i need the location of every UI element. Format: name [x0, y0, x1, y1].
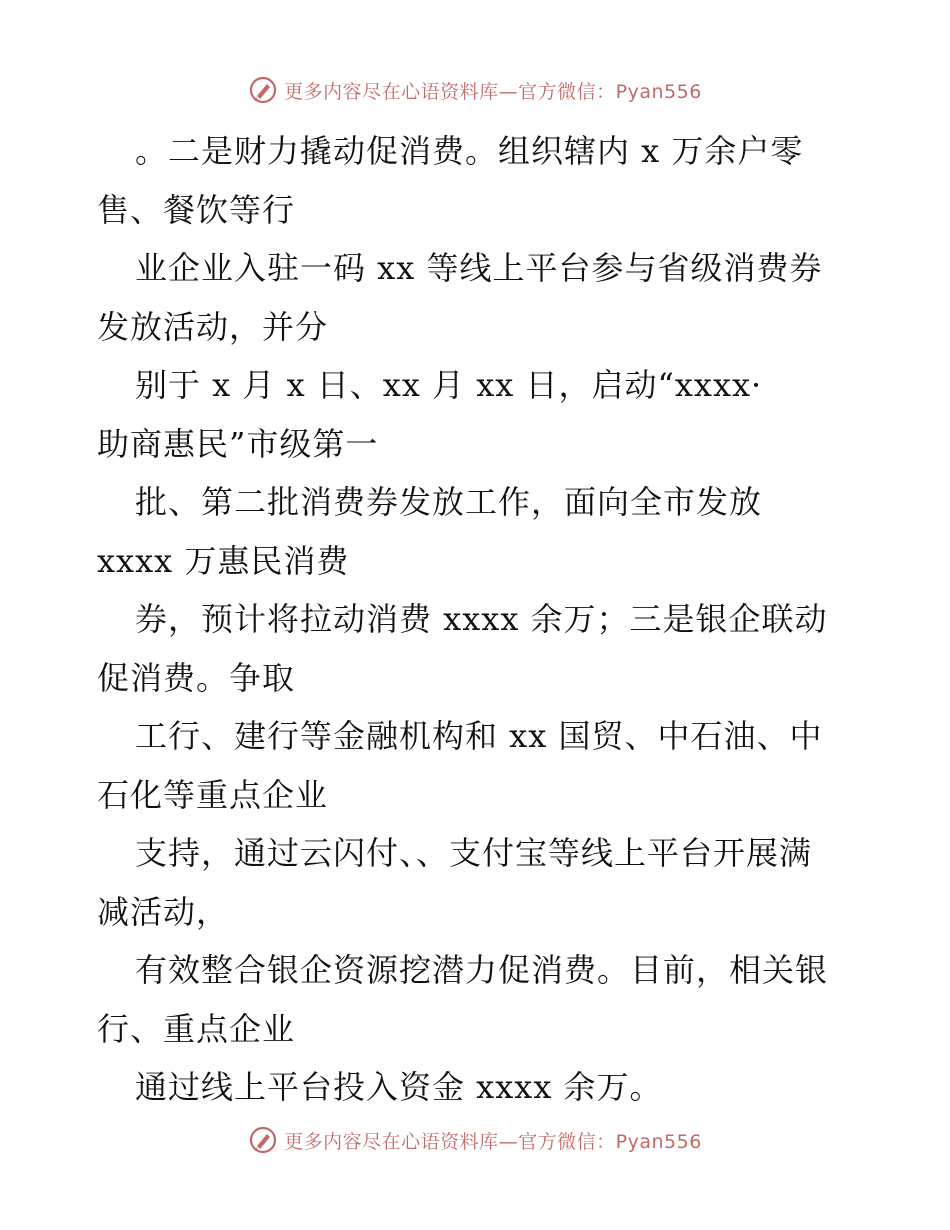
- paragraph-line: 发放活动，并分: [97, 307, 329, 346]
- paragraph-line: 业企业入驻一码 xx 等线上平台参与省级消费券: [135, 249, 823, 287]
- header-watermark: [0, 70, 950, 110]
- paragraph-line: 券，预计将拉动消费 xxxx 余万；三是银企联动: [135, 600, 828, 638]
- paragraph-line: 别于 x 月 x 日、xx 月 xx 日，启动“xxxx·: [135, 366, 763, 404]
- watermark-group: [248, 1125, 702, 1155]
- paragraph-line: 售、餐饮等行: [97, 190, 296, 229]
- paragraph-line: 有效整合银企资源挖潜力促消费。目前，相关银: [135, 951, 829, 989]
- document-body: [97, 122, 857, 1117]
- watermark-text: 更多内容尽在心语资料库—官方微信：Pyan556: [284, 80, 702, 103]
- paragraph-line: 促消费。争取: [97, 658, 296, 697]
- paragraph-line: 批、第二批消费券发放工作，面向全市发放: [135, 483, 763, 521]
- pen-circle-icon: [248, 75, 278, 105]
- paragraph-line: 行、重点企业: [97, 1009, 296, 1048]
- paragraph-line: 支持，通过云闪付、、支付宝等线上平台开展满: [135, 834, 813, 872]
- watermark-text: 更多内容尽在心语资料库—官方微信：Pyan556: [284, 1130, 702, 1153]
- paragraph-line: 减活动，: [97, 892, 230, 931]
- watermark-group: [248, 75, 702, 105]
- paragraph-line: 通过线上平台投入资金 xxxx 余万。: [135, 1068, 663, 1106]
- paragraph-line: 。二是财力撬动促消费。组织辖内 x 万余户零: [135, 132, 804, 170]
- paragraph-line: 工行、建行等金融机构和 xx 国贸、中石油、中: [135, 717, 823, 755]
- footer-watermark: [0, 1120, 950, 1160]
- paragraph-line: 石化等重点企业: [97, 775, 329, 814]
- pen-circle-icon: [248, 1125, 278, 1155]
- paragraph-line: xxxx 万惠民消费: [97, 541, 350, 580]
- paragraph-line: 助商惠民”市级第一: [97, 424, 379, 463]
